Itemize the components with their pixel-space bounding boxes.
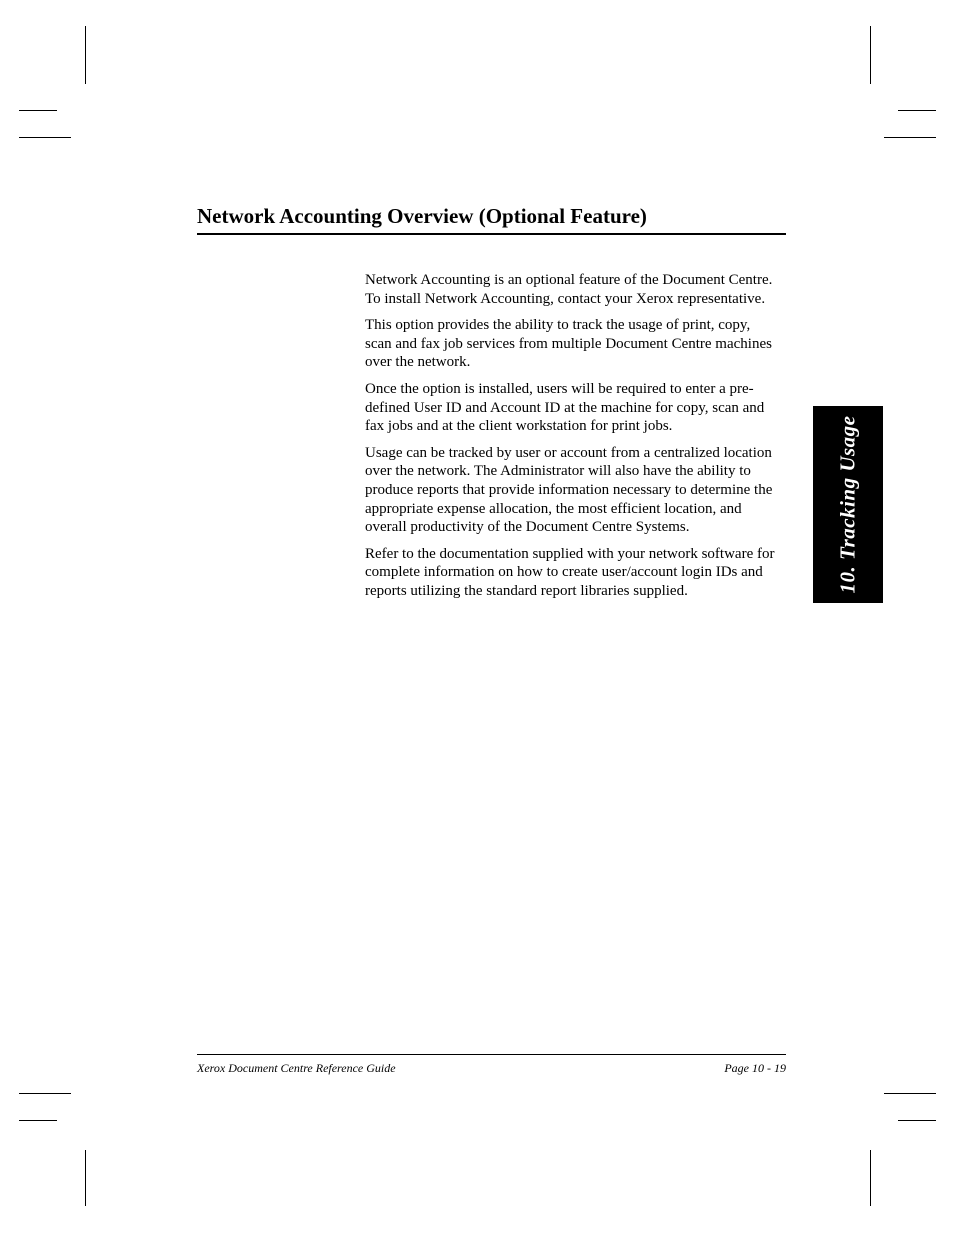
footer-page-number: Page 10 - 19	[724, 1061, 786, 1075]
paragraph-line: reports utilizing the standard report libraries supplied.	[365, 582, 688, 599]
section-title: Network Accounting Overview (Optional Feature)	[197, 204, 647, 228]
paragraph-line: To install Network Accounting, contact your Xerox representative.	[365, 290, 766, 307]
footer-rule	[197, 1054, 786, 1055]
paragraph-line: defined User ID and Account ID at the machine for copy, scan and	[365, 399, 765, 416]
paragraph-line: fax jobs and at the client workstation for print jobs.	[365, 418, 673, 435]
paragraph-line: produce reports that provide information necessary to determine the	[365, 481, 773, 498]
paragraph-1	[365, 271, 795, 308]
crop-mark-bottom-right-horizontal-2	[898, 1120, 936, 1121]
crop-mark-top-right-vertical	[870, 26, 871, 84]
crop-mark-bottom-left-horizontal-2	[19, 1120, 57, 1121]
paragraph-5	[365, 545, 795, 601]
crop-mark-top-left-vertical	[85, 26, 86, 84]
paragraph-line: Once the option is installed, users will be required to enter a pre-	[365, 380, 754, 397]
paragraph-line: overall productivity of the Document Centre Systems.	[365, 519, 690, 536]
paragraph-line: scan and fax job services from multiple Document Centre machines	[365, 335, 772, 352]
crop-mark-bottom-right-horizontal-1	[884, 1093, 936, 1094]
chapter-side-tab	[813, 406, 883, 603]
body-text	[365, 271, 795, 609]
paragraph-line: Network Accounting is an optional feature of the Document Centre.	[365, 272, 773, 288]
paragraph-3	[365, 380, 795, 436]
crop-mark-top-right-horizontal-1	[898, 110, 936, 111]
title-rule	[197, 233, 786, 235]
crop-mark-top-right-horizontal-2	[884, 137, 936, 138]
crop-mark-top-left-horizontal-1	[19, 110, 57, 111]
paragraph-2	[365, 316, 795, 372]
footer-guide-title: Xerox Document Centre Reference Guide	[197, 1061, 396, 1075]
crop-mark-top-left-horizontal-2	[19, 137, 71, 138]
paragraph-line: appropriate expense allocation, the most efficient location, and	[365, 500, 742, 517]
crop-mark-bottom-right-vertical	[870, 1150, 871, 1206]
paragraph-line: Usage can be tracked by user or account from a centralized location	[365, 444, 772, 461]
paragraph-line: over the network.	[365, 354, 471, 371]
paragraph-line: over the network. The Administrator will also have the ability to	[365, 463, 751, 480]
crop-mark-bottom-left-horizontal-1	[19, 1093, 71, 1094]
paragraph-line: This option provides the ability to track the usage of print, copy,	[365, 317, 751, 334]
paragraph-line: Refer to the documentation supplied with your network software for	[365, 545, 775, 562]
paragraph-line: complete information on how to create user/account login IDs and	[365, 564, 763, 581]
crop-mark-bottom-left-vertical	[85, 1150, 86, 1206]
paragraph-4	[365, 444, 795, 537]
chapter-side-tab-label: 10. Tracking Usage	[835, 415, 860, 594]
